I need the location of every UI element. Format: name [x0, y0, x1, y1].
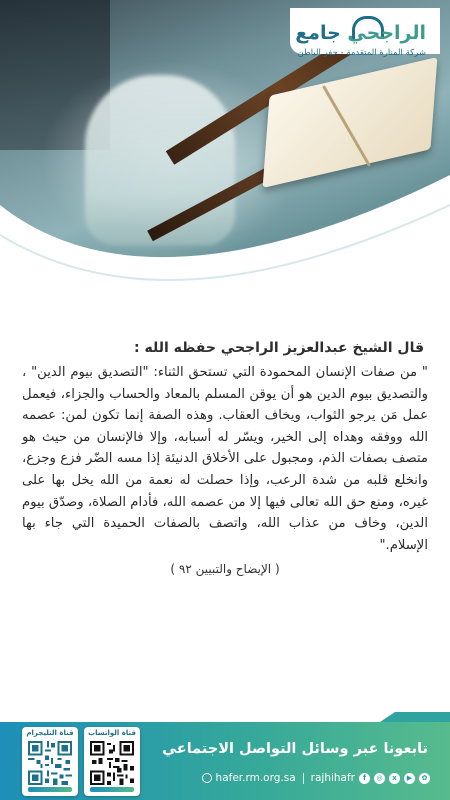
website-link[interactable]: hafer.rm.org.sa	[215, 772, 296, 784]
qr-label-telegram: قناة التليجرام	[26, 729, 74, 737]
qr-label-whatsapp: قناة الواتساب	[88, 729, 136, 737]
globe-icon	[202, 773, 212, 783]
qr-card-footer	[28, 787, 72, 792]
logo-name: الراجحي جامع	[295, 22, 426, 44]
social-links-row	[202, 771, 430, 785]
facebook-icon[interactable]: f	[359, 773, 370, 784]
qr-code-icon	[90, 741, 134, 785]
qr-card-whatsapp[interactable]	[84, 727, 140, 796]
follow-us-title: تابعونا عبر وسائل التواصل الاجتماعي	[162, 741, 428, 757]
qr-card-footer	[90, 787, 134, 792]
snapchat-icon[interactable]: ✿	[419, 773, 430, 784]
quote-body: " من صفات الإنسان المحمودة التي تستحق الثناء: "التصديق بيوم الدين" ، والتصديق بيوم الدين هو أن يوقن المسلم بالمعاد والحساب والجزاء، فيعمل عمل مَن يرجو الثواب، ويخاف العقاب. وهذه الصفة إنما تكون لمن: عصمه الله ووفقه وهداه إلى الخير، ويسّر له أسبابه، وإلا فالإنسان من حيث هو متصف بصفات الذم، ومجبول على الأخلاق الدنيئة إذا مسه الضّر فزع وجزع، وانخلع قلبه من شدة الرعب، وإذا حصلت له نعمة من الله يخل بها على غيره، ومنع حق الله تعالى فيها إلا من عصمه الله، فأدام الصلاة، وصدّق بيوم الدين، وخاف من عذاب الله، واتصف بالصفات الحميدة التي جاء بها الإسلام."	[22, 365, 428, 553]
quote-heading: قال الشيخ عبدالعزيز الراجحي حفظه الله :	[134, 340, 424, 356]
qr-card-telegram[interactable]	[22, 727, 78, 796]
social-handle[interactable]: rajhihafr	[310, 772, 355, 784]
youtube-icon[interactable]: ▶	[404, 773, 415, 784]
qr-code-icon	[28, 741, 72, 785]
divider	[303, 773, 304, 784]
instagram-icon[interactable]: ◎	[374, 773, 385, 784]
logo-subtitle: شركة المنارة المتقدمة - حفر الباطن	[297, 48, 426, 58]
twitter-icon[interactable]: x	[389, 773, 400, 784]
quote-source: ( الإيضاح والتبيين ٩٢ )	[170, 562, 280, 577]
mosque-logo	[290, 8, 440, 58]
quote-section	[22, 340, 428, 576]
